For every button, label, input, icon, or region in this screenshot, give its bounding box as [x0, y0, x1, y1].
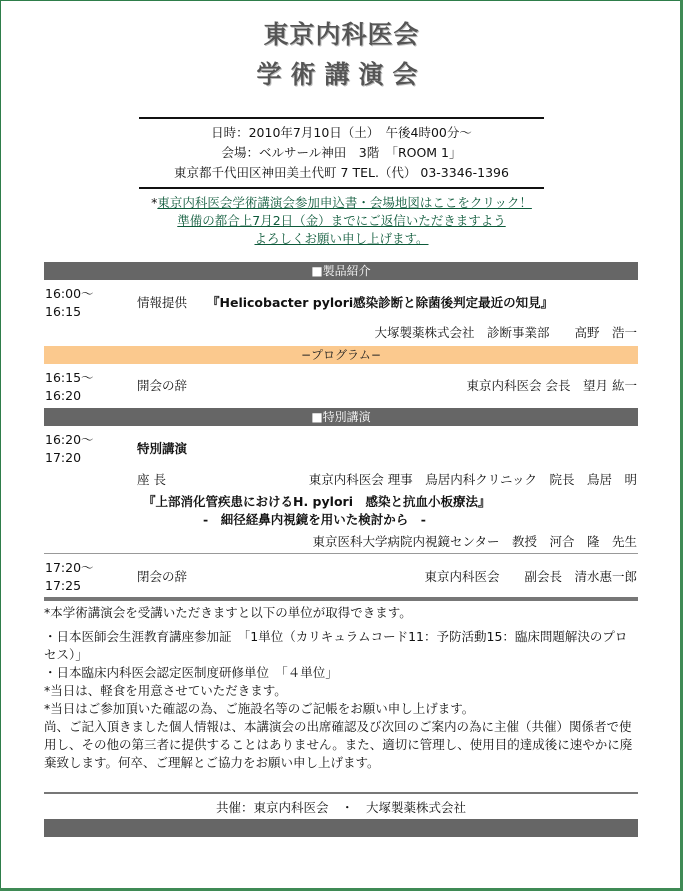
signup-link-line2[interactable]: 準備の都合上7月2日（金）までにご返信いただきますよう: [177, 213, 506, 228]
item-label: 開会の辞: [137, 378, 188, 393]
title-line2: 学術講演会: [256, 60, 427, 89]
datetime: 日時：2010年7月10日（土） 午後4時00分〜: [211, 125, 472, 140]
lecture-subtitle: - 細径経鼻内視鏡を用いた検討から -: [203, 512, 426, 527]
section-bar-special: ■特別講演: [44, 408, 638, 426]
signup-notice: [139, 194, 544, 248]
time-end: 17:25: [45, 578, 82, 593]
item-label: 情報提供: [137, 295, 188, 310]
time-end: 16:20: [45, 388, 82, 403]
divider: [44, 553, 638, 554]
event-info: [139, 123, 544, 183]
product-topic: 『Helicobacter pylori感染診断と除菌後判定最近の知見』: [207, 295, 554, 310]
divider-thick: [44, 597, 638, 601]
divider: [139, 187, 544, 189]
product-speaker: 大塚製薬株式会社 診断事業部 高野 浩一: [374, 325, 637, 340]
divider: [139, 117, 544, 119]
item-label: 閉会の辞: [137, 569, 188, 584]
lecture-speaker: 東京医科大学病院内視鏡センター 教授 河合 隆 先生: [312, 534, 637, 549]
divider: [44, 792, 638, 794]
time-start: 16:00〜: [45, 286, 94, 301]
sponsor: 共催：東京内科医会 ・ 大塚製薬株式会社: [215, 800, 466, 815]
closing-speaker: 東京内科医会 副会長 清水惠一郎: [424, 569, 637, 584]
lecture-heading: 特別講演: [137, 441, 188, 456]
chair-label: 座 長: [137, 472, 166, 487]
venue: 会場：ベルサール神田 3階 「ROOM 1」: [221, 145, 462, 160]
section-bar-program: −プログラム−: [44, 346, 638, 364]
section-bar-product: ■製品紹介: [44, 262, 638, 280]
time-start: 16:15〜: [45, 370, 94, 385]
notes: [44, 604, 638, 772]
time-end: 17:20: [45, 450, 82, 465]
time-start: 17:20〜: [45, 560, 94, 575]
note-item: *当日はご参加頂いた確認の為、ご施設名等のご記帳をお願い申し上げます。: [44, 701, 475, 716]
signup-link[interactable]: 東京内科医会学術講演会参加申込書・会場地図はここをクリック！: [157, 195, 532, 210]
opening-speaker: 東京内科医会 会長 望月 紘一: [466, 378, 637, 393]
address: 東京都千代田区神田美土代町 7 TEL.（代） 03-3346-1396: [174, 165, 509, 180]
footer-bar: [44, 819, 638, 837]
note-item: ・日本医師会生涯教育講座参加証 「1単位（カリキュラムコード11：予防活動15：臨床問題解決のプロセス）」: [44, 629, 628, 662]
title-line1: 東京内科医会: [263, 20, 420, 49]
asterisk: *: [151, 195, 158, 210]
note-item: *本学術講演会を受講いただきますと以下の単位が取得できます。: [44, 605, 412, 620]
note-item: ・日本臨床内科医会認定医制度研修単位 「４単位」: [44, 665, 338, 680]
chair: 東京内科医会 理事 鳥居内科クリニック 院長 鳥居 明: [308, 472, 637, 487]
lecture-title: 『上部消化管疾患におけるH. pylori 感染と抗血小板療法』: [143, 494, 491, 509]
note-item: 尚、ご記入頂きました個人情報は、本講演会の出席確認及び次回のご案内の為に主催（共催）関係者で使用し、その他の第三者に提供することはありません。また、適切に管理し、使用目的達成後に速やかに廃棄致します。何卒、ご理解とご協力をお願い申し上げます。: [44, 719, 633, 770]
time-end: 16:15: [45, 304, 82, 319]
note-item: *当日は、軽食を用意させていただきます。: [44, 683, 287, 698]
time-start: 16:20〜: [45, 432, 94, 447]
signup-link-line3[interactable]: よろしくお願い申し上げます。: [254, 231, 429, 246]
